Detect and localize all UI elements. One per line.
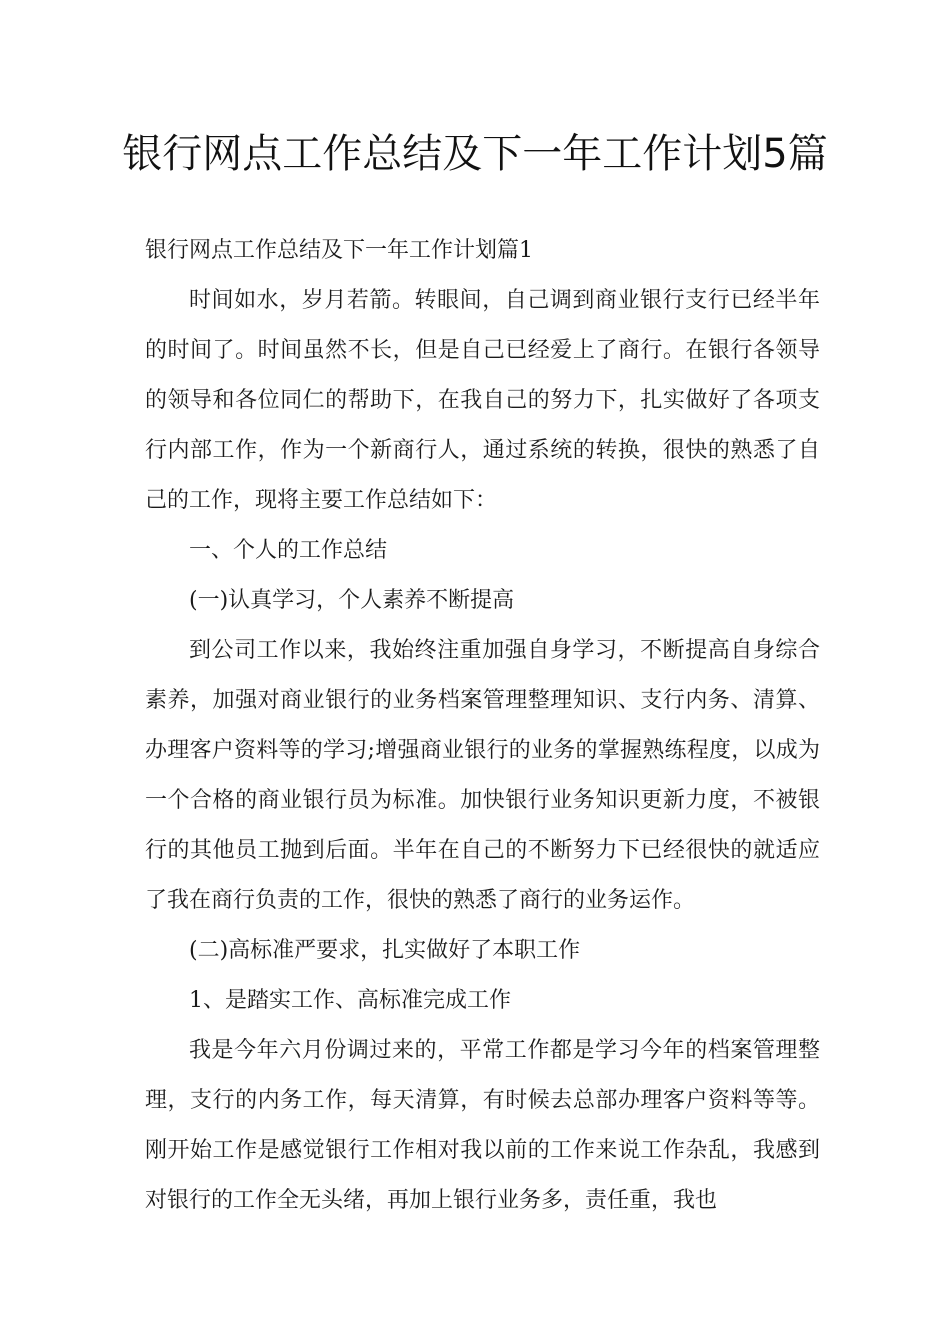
document-body <box>145 226 820 1226</box>
section-heading-work-standard: 1、是踏实工作、高标准完成工作 <box>189 988 511 1013</box>
paragraph-study: 到公司工作以来，我始终注重加强自身学习，不断提高自身综合素养，加强对商业银行的业务档案管理整理知识、支行内务、清算、办理客户资料等的学习;增强商业银行的业务的掌握熟练程度，以成为一个合格的商业银行员为标准。加快银行业务知识更新力度，不被银行的其他员工抛到后面。半年在自己的不断努力下已经很快的就适应了我在商行负责的工作，很快的熟悉了商行的业务运作。 <box>145 638 820 913</box>
document-title: 银行网点工作总结及下一年工作计划5篇 <box>122 131 828 177</box>
section-heading-personal-summary: 一、个人的工作总结 <box>189 538 388 563</box>
section-subtitle: 银行网点工作总结及下一年工作计划篇1 <box>145 238 533 263</box>
paragraph-intro: 时间如水，岁月若箭。转眼间，自己调到商业银行支行已经半年的时间了。时间虽然不长，但是自己已经爱上了商行。在银行各领导的领导和各位同仁的帮助下，在我自己的努力下，扎实做好了各项支行内部工作，作为一个新商行人，通过系统的转换，很快的熟悉了自己的工作，现将主要工作总结如下： <box>145 288 820 513</box>
section-heading-duties: (二)高标准严要求，扎实做好了本职工作 <box>189 938 581 963</box>
paragraph-work: 我是今年六月份调过来的，平常工作都是学习今年的档案管理整理，支行的内务工作，每天清算，有时候去总部办理客户资料等等。刚开始工作是感觉银行工作相对我以前的工作来说工作杂乱，我感到对银行的工作全无头绪，再加上银行业务多，责任重，我也 <box>145 1038 820 1213</box>
section-heading-study: (一)认真学习，个人素养不断提高 <box>189 588 515 613</box>
